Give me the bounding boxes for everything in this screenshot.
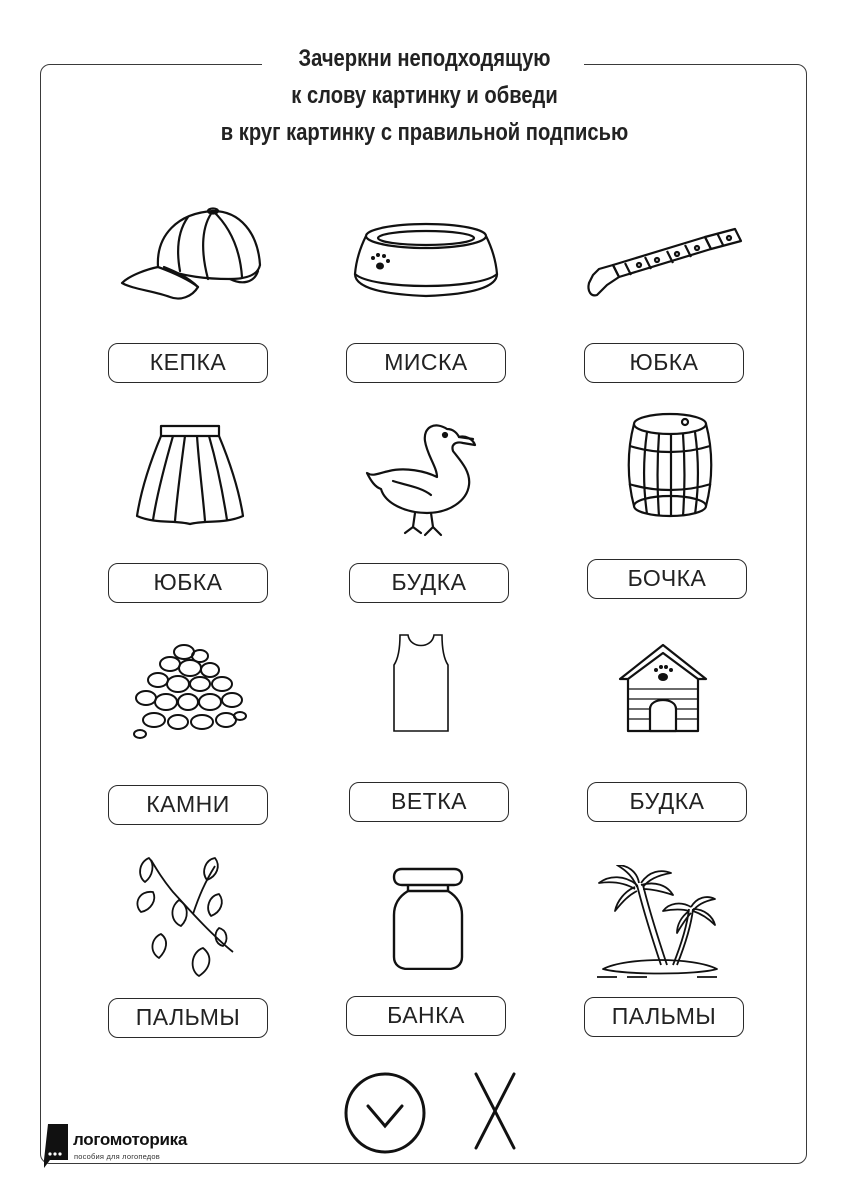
branch-icon[interactable] xyxy=(133,852,238,992)
cross-icon xyxy=(470,1070,520,1157)
tank-top-icon[interactable] xyxy=(392,633,450,733)
palm-trees-icon[interactable] xyxy=(597,865,722,980)
brand-logo-mark xyxy=(42,1124,70,1173)
word-label[interactable]: БУДКА xyxy=(349,563,509,603)
title-line-2: к слову картинку и обведи xyxy=(291,82,558,109)
word-label[interactable]: ВЕТКА xyxy=(349,782,509,822)
stones-icon[interactable] xyxy=(128,640,253,740)
worksheet-title xyxy=(150,40,699,151)
doghouse-icon[interactable] xyxy=(618,643,708,735)
check-circle-icon xyxy=(342,1070,428,1161)
word-label[interactable]: БАНКА xyxy=(346,996,506,1036)
duck-icon[interactable] xyxy=(365,415,480,540)
title-line-3: в круг картинку с правильной подписью xyxy=(220,119,629,146)
bowl-icon[interactable] xyxy=(352,218,500,300)
brand-tagline: пособия для логопедов xyxy=(74,1152,160,1161)
flute-icon[interactable] xyxy=(585,225,745,305)
word-label[interactable]: БОЧКА xyxy=(587,559,747,599)
word-label[interactable]: ЮБКА xyxy=(584,343,744,383)
jar-icon[interactable] xyxy=(388,865,468,970)
word-label[interactable]: ПАЛЬМЫ xyxy=(584,997,744,1037)
word-label[interactable]: БУДКА xyxy=(587,782,747,822)
word-label[interactable]: КАМНИ xyxy=(108,785,268,825)
cap-icon[interactable] xyxy=(118,205,263,305)
brand-name: логомоторика xyxy=(73,1130,187,1149)
word-label[interactable]: ПАЛЬМЫ xyxy=(108,998,268,1038)
word-label[interactable]: МИСКА xyxy=(346,343,506,383)
word-label[interactable]: ЮБКА xyxy=(108,563,268,603)
brand-logo xyxy=(38,1120,238,1170)
title-line-1: Зачеркни неподходящую xyxy=(298,45,551,72)
skirt-icon[interactable] xyxy=(135,420,245,530)
barrel-icon[interactable] xyxy=(625,410,715,520)
word-label[interactable]: КЕПКА xyxy=(108,343,268,383)
